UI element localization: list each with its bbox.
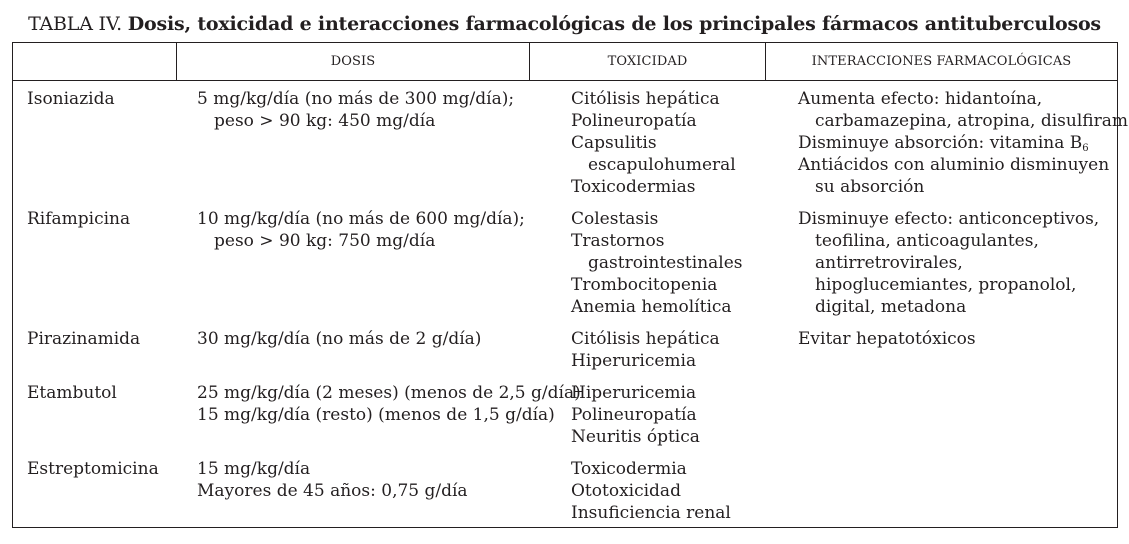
toxicity-cell [571,88,736,198]
interactions-cell [798,208,1099,318]
drug-name: Rifampicina [27,209,131,229]
toxicity-line: Polineuropatía [571,405,697,425]
dose-cell [197,458,468,502]
toxicity-line: escapulohumeral [588,155,736,175]
drug-name: Isoniazida [27,89,115,109]
interactions-cell [798,88,1128,198]
header-interactions: INTERACCIONES FARMACOLÓGICAS [811,54,1072,69]
toxicity-cell [571,458,731,524]
subscript: 6 [1082,143,1089,154]
dose-line: 10 mg/kg/día (no más de 600 mg/día); [197,209,525,229]
toxicity-cell [571,382,700,448]
toxicity-line: Neuritis óptica [571,427,700,447]
interaction-line: antirretrovirales, [815,253,963,273]
toxicity-line: Hiperuricemia [571,351,697,371]
toxicity-line: Trombocitopenia [571,275,718,295]
drug-table [12,42,1128,528]
interaction-line: Aumenta efecto: hidantoína, [798,89,1043,109]
toxicity-line: Toxicodermias [571,177,696,197]
table-number: TABLA IV. [28,13,122,35]
toxicity-line: Colestasis [571,209,659,229]
toxicity-line: Insuficiencia renal [571,503,731,523]
toxicity-line: Citólisis hepática [571,89,720,109]
toxicity-cell [571,208,743,318]
dose-line: 15 mg/kg/día (resto) (menos de 1,5 g/día) [197,405,555,425]
toxicity-line: Hiperuricemia [571,383,697,403]
interaction-text: Disminuye absorción: vitamina B [798,133,1083,153]
toxicity-line: Ototoxicidad [571,481,681,501]
interaction-line: digital, metadona [815,297,967,317]
drug-name: Pirazinamida [27,329,141,349]
table-caption: Dosis, toxicidad e interacciones farmacológicas de los principales fármacos antituberculosos [127,13,1101,35]
interaction-line: su absorción [815,177,925,197]
table-title [0,12,1129,36]
dose-cell [197,328,481,350]
dose-cell [197,382,581,426]
toxicity-line: Toxicodermia [571,459,687,479]
interaction-line: carbamazepina, atropina, disulfiram [815,111,1128,131]
dose-line: 25 mg/kg/día (2 meses) (menos de 2,5 g/día) [197,383,581,403]
header-dose: DOSIS [330,54,376,69]
interaction-line: teofilina, anticoagulantes, [815,231,1039,251]
dose-line: peso > 90 kg: 450 mg/día [214,111,436,131]
interaction-line: Antiácidos con aluminio disminuyen [798,155,1110,175]
interaction-line: Evitar hepatotóxicos [798,329,976,349]
interaction-line [798,132,1128,154]
drug-name: Etambutol [27,383,117,403]
toxicity-cell [571,328,720,372]
table-header [13,43,1117,81]
dose-line: peso > 90 kg: 750 mg/día [214,231,436,251]
toxicity-line: Capsulitis [571,133,657,153]
dose-line: 5 mg/kg/día (no más de 300 mg/día); [197,89,515,109]
dose-line: 30 mg/kg/día (no más de 2 g/día) [197,329,482,349]
interaction-line: hipoglucemiantes, propanolol, [815,275,1077,295]
toxicity-line: gastrointestinales [588,253,743,273]
toxicity-line: Citólisis hepática [571,329,720,349]
interactions-cell [798,328,976,350]
dose-line: Mayores de 45 años: 0,75 g/día [197,481,468,501]
toxicity-line: Polineuropatía [571,111,697,131]
header-drug [13,43,176,80]
dose-cell [197,208,525,252]
toxicity-line: Anemia hemolítica [571,297,732,317]
toxicity-line: Trastornos [571,231,665,251]
interaction-line: Disminuye efecto: anticonceptivos, [798,209,1100,229]
header-toxicity: TOXICIDAD [607,54,688,69]
dose-cell [197,88,514,132]
dose-line: 15 mg/kg/día [197,459,311,479]
drug-name: Estreptomicina [27,459,159,479]
